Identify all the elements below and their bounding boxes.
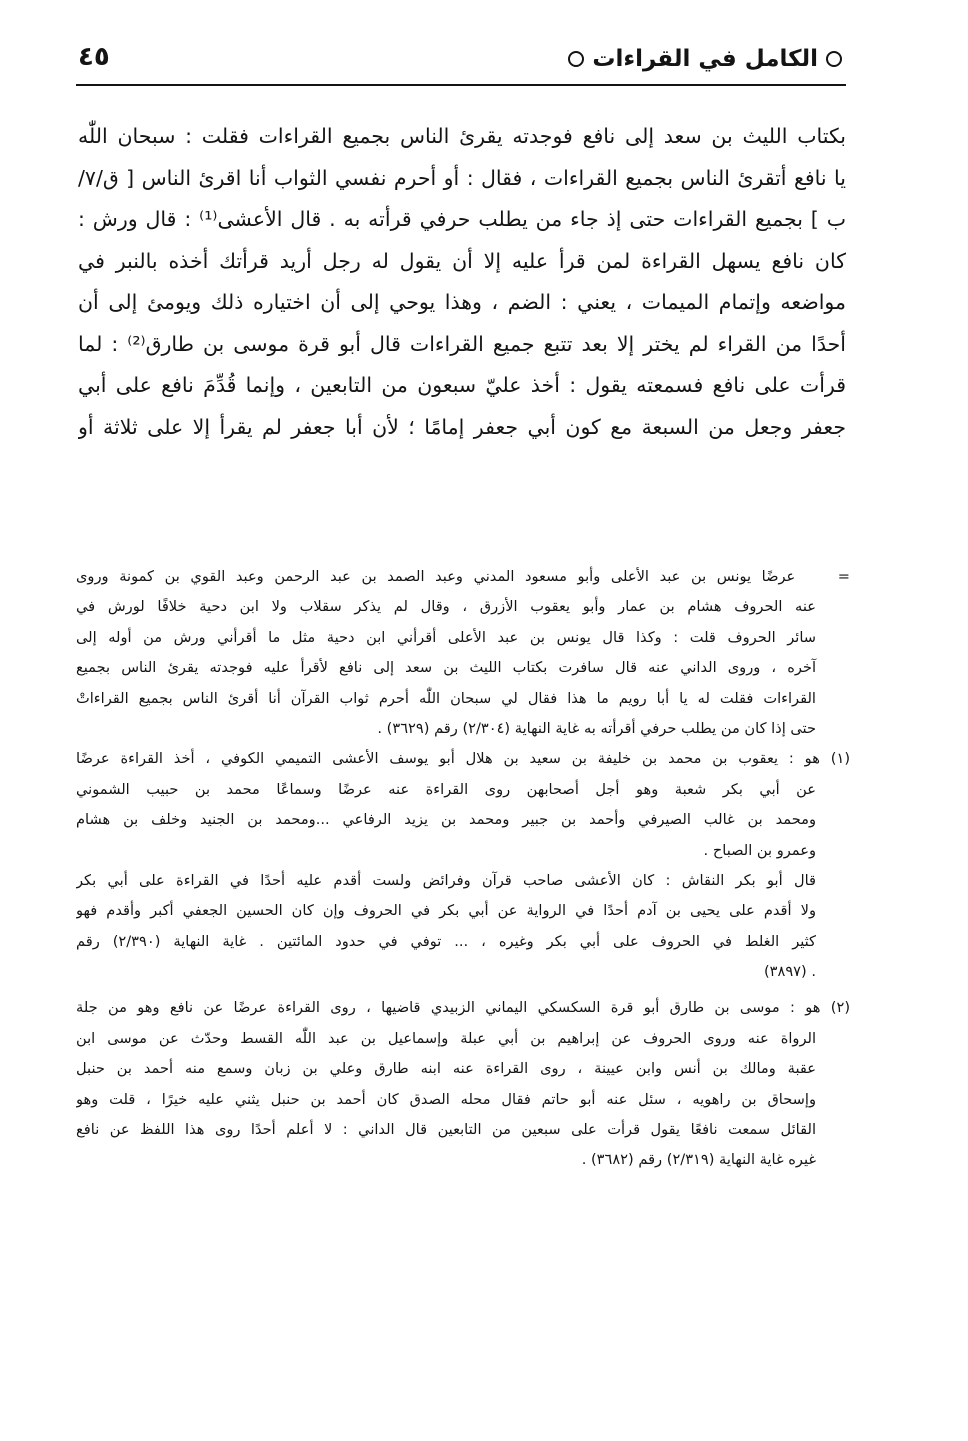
footnote-continuation (76, 562, 850, 744)
footnote-line: سائر الحروف قلت : وكذا قال يونس بن عبد الأعلى أقرأني ابن دحية مثل ما أقرأني ورش من أوله إلى (76, 628, 816, 646)
footnote-line: آخره ، وروى الداني عنه قال سافرت بكتاب الليث بن سعد إلى نافع لأقرأ عليه فوجدته يقرئ الناس بجميع (76, 659, 816, 677)
footnote-line: = عرضًا يونس بن عبد الأعلى وأبو مسعود المدني وعبد الصمد بن عبد الرحمن وعبد القوي بن كمونة وروى (76, 568, 850, 585)
footnote-line: قال أبو بكر النقاش : كان الأعشى صاحب قرآن وفرائض ولست أقدم عليه أحدًا في القراءة على أبي بكر (76, 871, 816, 889)
header-rule (76, 84, 846, 86)
footnote-line: ومحمد بن غالب الصيرفي وأحمد بن جبير ومحمد بن يزيد الرفاعي ...ومحمد بن الجنيد وخلف بن هشام (76, 811, 816, 829)
footnote-line: عقبة ومالك بن أنس وابن عيينة ، روى القراءة عنه ابنه طارق وعلي بن زبان وسمع منه أحمد بن حنبل (76, 1060, 816, 1078)
running-title-text: الكامل في القراءات (592, 46, 818, 72)
main-text-line: قرأت على نافع فسمعته يقول : أخذ عليّ سبعون من التابعين ، وإنما قُدِّمَ نافع على أبي (78, 373, 846, 397)
main-text-line: جعفر وجعل من السبعة مع كون أبي جعفر إمامًا ؛ لأن أبا جعفر لم يقرأ إلا على ثلاثة أو (78, 414, 846, 439)
main-text-line: كان نافع يسهل القراءة لمن قرأ عليه إلا أن يقول له رجل أريد قرأتك أخذه بالنبر في (78, 248, 846, 273)
footnote-1-paragraph (76, 866, 850, 988)
footnote-marker: (٢) هو : (789, 999, 850, 1017)
main-text-line: بكتاب الليث بن سعد إلى نافع فوجدته يقرئ الناس بجميع القراءات فقلت : سبحان اللّٰه (78, 124, 846, 148)
footnote-line: القائل سمعت نافعًا يقول قرأت على سبعين من التابعين قال الداني : لا أعلم أحدًا روى هذا اللفظ عن نافع (76, 1121, 816, 1139)
footnote-line: القراءات فقلت له يا أبا رويم ما هذا فقال لي سبحان اللّٰه أحرم ثواب القرآن أنا أقرئ الناس بجميع القراءاتْ (76, 689, 816, 707)
footnote-line: وإسحاق بن راهويه ، سئل عنه أبو حاتم فقال محله الصدق كان أحمد بن حنبل يثني عليه خيرًا ، قلت وهو (76, 1090, 816, 1108)
footnote-line: عن أبي بكر شعبة وهو أجل أصحابهن روى القراءة عنه عرضًا وسماعًا محمد بن حبيب الشموني (76, 780, 816, 798)
circle-ornament-icon (568, 51, 584, 67)
footnote-line: حتى إذا كان من يطلب حرفي أقرأته به غاية النهاية (٢/٣٠٤) رقم (٣٦٢٩) . (377, 719, 816, 737)
footnote-line: عنه الحروف هشام بن عمار وأبو يعقوب الأزرق ، وقال لم يذكر سقلاب ولا ابن دحية خلافًا لورش في (76, 598, 816, 616)
page-number: ٤٥ (78, 42, 110, 72)
main-text-line: ب ] بجميع القراءات حتى إذ جاء من يطلب حرفي قرأته به . قال الأعشى⁽¹⁾ : قال ورش : (78, 207, 846, 231)
main-text-line: يا نافع أتقرئ الناس بجميع القراءات ، فقال : أو أحرم نفسي الثواب أنا اقرئ الناس [ ق/٧/ (78, 165, 846, 190)
footnote-line: ولا أقدم على يحيى بن آدم أحدًا في الرواية عن أبي بكر في الحروف وإن كان الحسين الجعفي أكبر وأقدم فهو (76, 902, 816, 920)
running-title (568, 44, 842, 74)
footnote-line: (١) هو : يعقوب بن محمد بن خليفة بن سعيد بن هلال أبو يوسف الأعشى التميمي الكوفي ، أخذ القراءة عرضًا (76, 750, 850, 768)
main-text (78, 116, 846, 448)
footnote-line: وعمرو بن الصباح . (703, 841, 816, 859)
footnote-line: . (٣٨٩٧) (763, 963, 816, 981)
footnotes (76, 562, 850, 1176)
footnote-line: كثير الغلط في الحروف على أبي بكر وغيره ، ... توفي في حدود المائتين . غاية النهاية (٢/٣٩٠) رقم (76, 932, 816, 950)
page-header (76, 36, 846, 86)
footnote-line: (٢) هو : موسى بن طارق أبو قرة السكسكي اليماني الزبيدي قاضيها ، روى القراءة عرضًا عن نافع وهو من جلة (76, 999, 850, 1017)
circle-ornament-icon (826, 51, 842, 67)
footnote-line: الرواة عنه وروى الحروف عن إبراهيم بن أبي عبلة وإسماعيل بن عبد اللّٰه القسط وحدّث عن موسى ابن (76, 1029, 816, 1047)
footnote-2 (76, 993, 850, 1175)
main-text-line: مواضعه وإتمام الميمات ، يعني : الضم ، وهذا يوحي إلى أن اختياره ذلك ويومئ إلى أن (78, 290, 846, 314)
continuation-marker: = (837, 568, 850, 585)
footnote-line: غيره غاية النهاية (٢/٣١٩) رقم (٣٦٨٢) . (581, 1151, 816, 1169)
main-text-line: أحدًا من القراء لم يختر إلا بعد تتبع جميع القراءات قال أبو قرة موسى بن طارق⁽²⁾ : لما (78, 331, 846, 356)
footnote-marker: (١) هو : (788, 750, 850, 768)
footnote-1 (76, 744, 850, 866)
